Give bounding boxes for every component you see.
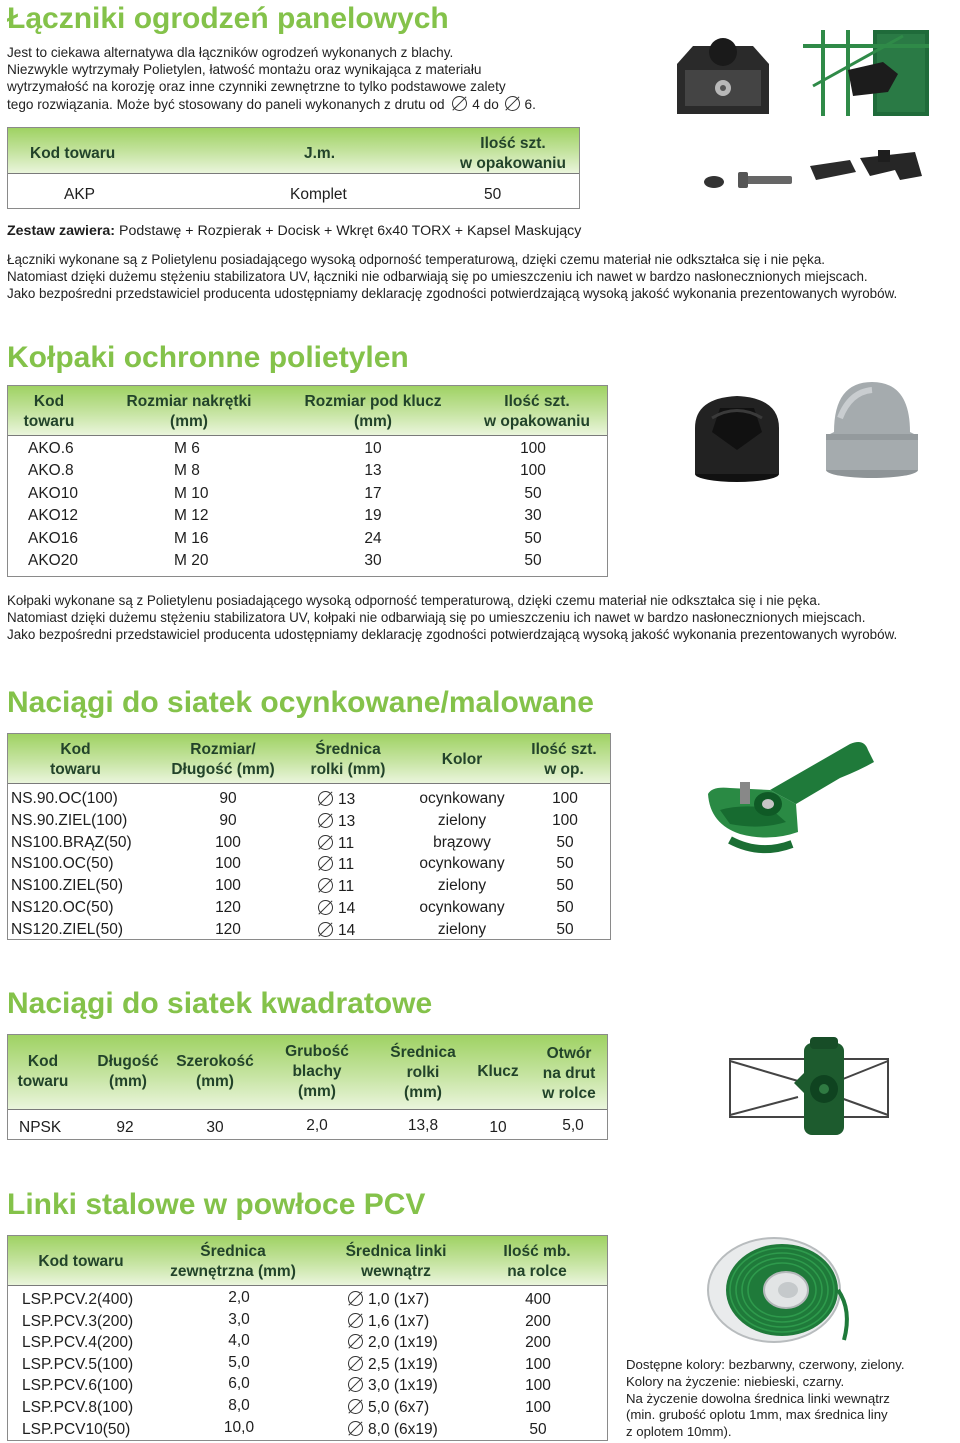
diameter-icon [348, 1421, 363, 1436]
cell-qty: 100 [525, 1355, 551, 1373]
cell-code: NS100.OC(50) [11, 855, 114, 873]
caps-table [7, 385, 608, 577]
cell-inner-diameter-value: 5,0 (6x7) [368, 1399, 430, 1416]
col-header-qty [474, 392, 600, 432]
connector-parts-illustration [700, 146, 930, 196]
col-header-thickness [272, 1042, 362, 1102]
cell-nut-size: M 6 [174, 440, 200, 457]
col-header-length [88, 1052, 168, 1092]
col-header-code-line: Kod [60, 741, 91, 758]
intro-line: Jest to ciekawa alternatywa dla łączników ogrodzeń wykonanych z blachy. [7, 45, 454, 60]
cell-outer-diameter: 6,0 [228, 1375, 250, 1393]
cell-code: AKO16 [28, 529, 78, 547]
cell-color: ocynkowany [419, 855, 505, 873]
cell-nut-size: M 16 [174, 529, 209, 547]
cell-color: zielony [437, 920, 487, 938]
col-header-qty [448, 134, 578, 174]
cell-nut-size: M 12 [174, 507, 209, 525]
cell-color: zielony [437, 877, 487, 895]
cell-key-size: 19 [364, 507, 382, 525]
cell-outer-diameter: 8,0 [228, 1397, 250, 1414]
cell-roll-diameter-value: 11 [338, 856, 355, 874]
col-header-nut-line: (mm) [170, 413, 208, 430]
note-line: Łączniki wykonane są z Polietylenu posiadającego wysoką odporność temperaturową, dzięki czemu materiał nie odkształca się i nie pęka. [7, 252, 826, 267]
table-header [8, 734, 610, 784]
cell-qty: 100 [520, 440, 546, 457]
col-header-qty-line: na rolce [507, 1263, 567, 1280]
cell-qty: 400 [525, 1291, 551, 1308]
panel-connector-image [673, 26, 933, 122]
cell-qty: 50 [556, 920, 574, 938]
cell-inner-diameter [348, 1311, 478, 1333]
diameter-icon [348, 1334, 363, 1349]
cell-length: 92 [116, 1119, 134, 1136]
cell-roll-diameter-value: 11 [338, 878, 355, 896]
col-header-code-line: towaru [23, 413, 75, 430]
cell-color: brązowy [433, 833, 491, 851]
note-line: z oplotem 10mm). [626, 1424, 732, 1440]
cell-code: LSP.PCV.3(200) [22, 1312, 134, 1330]
protective-caps-image [690, 378, 930, 488]
intro-to: 6. [524, 96, 536, 112]
cell-key-size: 24 [364, 529, 382, 547]
cell-inner-diameter-value: 1,0 (1x7) [368, 1291, 430, 1308]
cell-width: 30 [206, 1119, 224, 1136]
connector-parts-image [700, 146, 930, 196]
cell-nut-size: M 20 [174, 552, 209, 569]
col-header-qty-line: Ilość szt. [504, 393, 570, 410]
cell-qty: 50 [556, 899, 574, 916]
cell-qty: 30 [524, 507, 542, 525]
cell-length: 90 [219, 790, 237, 807]
cell-code: NS100.BRĄZ(50) [11, 833, 132, 851]
col-header-hole-line: w rolce [542, 1085, 596, 1102]
note-line: Natomiast dzięki dużemu stężeniu stabilizatora UV, łączniki nie odbarwiają się po umieszczeniu ich nawet w bardzo nasłonecznionych miejscach. [7, 269, 868, 284]
note-line: Kołpaki wykonane są z Polietylenu posiadającego wysoką odporność temperaturową, dzięki czemu materiał nie odkształca się i nie pęka. [7, 593, 821, 608]
col-header-code [28, 740, 123, 780]
section-title-caps: Kołpaki ochronne polietylen [7, 341, 409, 374]
col-header-key: Klucz [477, 1063, 519, 1080]
cell-inner-diameter [348, 1397, 478, 1419]
cell-key-size: 10 [364, 440, 382, 457]
cell-code: AKO12 [28, 507, 78, 525]
col-header-thickness-line: (mm) [298, 1083, 336, 1100]
wire-tensioner-illustration [700, 730, 900, 860]
set-contents-label: Zestaw zawiera: [7, 223, 116, 239]
col-header-length-line: Długość [97, 1053, 159, 1070]
cell-code: NS.90.OC(100) [11, 790, 118, 807]
table-header [8, 1035, 607, 1110]
diameter-icon [318, 791, 333, 806]
col-header-thickness-line: Grubość [285, 1043, 349, 1060]
col-header-length-line: (mm) [109, 1073, 147, 1090]
cell-length: 100 [215, 855, 241, 873]
cell-length: 120 [215, 899, 241, 916]
cell-key-size: 17 [364, 484, 382, 502]
cell-roll-diameter [318, 920, 398, 942]
section-title-steel-lines: Linki stalowe w powłoce PCV [7, 1188, 426, 1221]
cell-hole: 5,0 [562, 1117, 584, 1134]
cell-code: NS120.OC(50) [11, 899, 114, 916]
col-header-key-line: Rozmiar pod klucz [304, 393, 442, 410]
diameter-icon [318, 813, 333, 828]
col-header-qty-line: w op. [544, 761, 584, 778]
cell-roll-diameter-value: 14 [338, 900, 356, 917]
steel-lines-notes [626, 1357, 956, 1441]
cell-roll-diameter [318, 854, 398, 876]
col-header-qty-line: w opakowaniu [484, 413, 590, 430]
col-header-outer-diameter-line: zewnętrzna (mm) [170, 1263, 296, 1280]
col-header-key [288, 392, 458, 432]
table-header [8, 1236, 607, 1286]
cell-code: NS120.ZIEL(50) [11, 920, 123, 938]
square-tensioners-table [7, 1034, 608, 1140]
col-header-outer-diameter-line: Średnica [200, 1243, 266, 1260]
cell-qty: 50 [524, 484, 542, 502]
col-header-nut [114, 392, 264, 432]
cell-nut-size: M 8 [174, 462, 200, 480]
col-header-hole [532, 1044, 606, 1104]
col-header-code-line: towaru [17, 1073, 69, 1090]
cell-inner-diameter-value: 3,0 (1x19) [368, 1377, 438, 1395]
cell-code: AKO10 [28, 484, 78, 502]
cell-qty: 100 [525, 1377, 551, 1395]
panel-connector-illustration [673, 26, 933, 122]
cell-outer-diameter: 2,0 [228, 1289, 250, 1306]
col-header-inner-diameter-line: wewnątrz [361, 1263, 431, 1280]
section-title-square-tensioners: Naciągi do siatek kwadratowe [7, 987, 433, 1020]
note-line: Jako bezpośredni przedstawiciel producenta udostępniamy deklarację zgodności potwierdzającą wysoką jakość wykonania prezentowanych wyrobów. [7, 286, 898, 301]
note-line: Dostępne kolory: bezbarwny, czerwony, zielony. [626, 1357, 905, 1372]
col-header-size [158, 740, 288, 780]
connectors-intro [7, 44, 647, 113]
cell-color: zielony [437, 811, 487, 829]
col-header-unit: J.m. [304, 145, 336, 162]
note-line: (min. grubość oplotu 1mm, max średnica liny [626, 1407, 888, 1423]
cell-code: NPSK [19, 1119, 62, 1136]
cell-qty: 50 [556, 877, 574, 895]
col-header-width-line: Szerokość [176, 1053, 254, 1070]
col-header-qty-line: Ilość mb. [503, 1243, 571, 1260]
col-header-size-line: Długość (mm) [171, 761, 275, 778]
col-header-hole-line: Otwór [546, 1045, 592, 1062]
cell-qty: 100 [552, 790, 578, 807]
cell-roll-diameter [318, 789, 398, 811]
cell-length: 90 [219, 811, 237, 829]
cell-code: LSP.PCV.5(100) [22, 1355, 134, 1373]
col-header-qty-line: Ilość szt. [480, 135, 546, 152]
cell-qty: 200 [525, 1312, 551, 1330]
col-header-qty-line: w opakowaniu [460, 155, 566, 172]
cell-code: NS.90.ZIEL(100) [11, 811, 128, 829]
square-tensioner-illustration [728, 1033, 890, 1145]
intro-text: tego rozwiązania. Może być stosowany do paneli wykonanych z drutu od [7, 96, 445, 112]
col-header-code: Kod towaru [38, 1253, 124, 1270]
diameter-icon [318, 922, 333, 937]
col-header-code [8, 1052, 78, 1092]
intro-line [7, 96, 647, 113]
cell-nut-size: M 10 [174, 484, 209, 502]
cell-code: LSP.PCV.4(200) [22, 1334, 134, 1352]
col-header-inner-diameter [328, 1242, 464, 1282]
cell-qty: 50 [556, 833, 574, 851]
col-header-qty [490, 1242, 584, 1282]
cell-key-size: 30 [364, 552, 382, 569]
cell-inner-diameter [348, 1419, 478, 1441]
cell-code: LSP.PCV.2(400) [22, 1291, 134, 1308]
note-line: Natomiast dzięki dużemu stężeniu stabilizatora UV, kołpaki nie odbarwiają się po umieszczeniu ich nawet w bardzo nasłonecznionych miejscach. [7, 610, 866, 625]
cell-code: AKO20 [28, 552, 78, 569]
cell-qty: 100 [525, 1399, 551, 1416]
col-header-color: Kolor [441, 751, 483, 768]
col-header-qty-line: Ilość szt. [531, 741, 597, 758]
connectors-notes [7, 251, 957, 302]
cell-length: 120 [215, 920, 241, 938]
cell-qty: 50 [524, 529, 542, 547]
cell-roll-diameter [318, 876, 398, 898]
diameter-icon [318, 856, 333, 871]
col-header-outer-diameter [158, 1242, 308, 1282]
col-header-diameter-line: Średnica [315, 741, 381, 758]
cell-length: 100 [215, 833, 241, 851]
cell-code: AKP [64, 186, 96, 203]
diameter-icon [505, 96, 520, 111]
cell-thickness: 2,0 [306, 1117, 328, 1134]
col-header-roll-diameter-line: (mm) [404, 1084, 442, 1101]
cell-code: NS100.ZIEL(50) [11, 877, 123, 895]
cell-qty: 50 [529, 1420, 547, 1438]
table-header [8, 386, 607, 436]
cell-outer-diameter: 10,0 [223, 1418, 255, 1436]
col-header-hole-line: na drut [542, 1065, 596, 1082]
protective-caps-illustration [690, 378, 930, 488]
col-header-roll-diameter-line: rolki [406, 1064, 440, 1081]
intro-line: Niezwykle wytrzymały Polietylen, łatwość montażu oraz wynikająca z materiału [7, 62, 482, 78]
tensioners-table [7, 733, 611, 940]
cell-code: AKO.8 [28, 462, 74, 480]
square-tensioner-image [728, 1033, 890, 1145]
cell-inner-diameter [348, 1354, 478, 1376]
cell-qty: 200 [525, 1334, 551, 1352]
cell-inner-diameter [348, 1289, 478, 1311]
caps-notes [7, 592, 957, 643]
cell-code: LSP.PCV10(50) [22, 1420, 131, 1438]
col-header-code-line: Kod [33, 393, 65, 410]
intro-line: wytrzymałość na korozję oraz inne czynniki zewnętrzne to tylko podstawowe zalety [7, 79, 506, 95]
col-header-qty [518, 740, 610, 780]
diameter-icon [452, 96, 467, 111]
cell-key-size: 13 [364, 462, 382, 480]
table-header [8, 128, 579, 174]
intro-from: 4 do [472, 96, 499, 112]
cell-roll-diameter [318, 811, 398, 833]
cell-roll-diameter [318, 833, 398, 855]
cell-color: ocynkowany [419, 790, 505, 807]
col-header-diameter-line: rolki (mm) [310, 761, 386, 778]
diameter-icon [348, 1291, 363, 1306]
diameter-icon [318, 835, 333, 850]
col-header-roll-diameter [378, 1043, 468, 1103]
diameter-icon [318, 878, 333, 893]
pvc-steel-line-spool-image [702, 1230, 862, 1350]
section-title-connectors: Łączniki ogrodzeń panelowych [7, 2, 449, 35]
cell-unit: Komplet [290, 186, 347, 203]
cell-roll-diameter-value: 11 [338, 834, 355, 852]
note-line: Na życzenie dowolna średnica linki wewnątrz [626, 1390, 890, 1406]
note-line: Jako bezpośredni przedstawiciel producenta udostępniamy deklarację zgodności potwierdzającą wysoką jakość wykonania prezentowanych wyrobów. [7, 627, 898, 642]
cell-color: ocynkowany [419, 899, 505, 916]
diameter-icon [348, 1377, 363, 1392]
col-header-code-line: Kod [27, 1053, 59, 1070]
set-contents [7, 222, 581, 240]
cell-length: 100 [215, 877, 241, 895]
col-header-code [14, 392, 84, 432]
diameter-icon [318, 900, 333, 915]
col-header-size-line: Rozmiar/ [190, 741, 256, 758]
cell-qty: 50 [484, 186, 502, 203]
cell-roll-diameter: 13,8 [407, 1117, 439, 1134]
note-line: Kolory na życzenie: niebieski, czarny. [626, 1373, 845, 1389]
diameter-icon [348, 1313, 363, 1328]
col-header-roll-diameter-line: Średnica [390, 1044, 456, 1061]
col-header-code-line: towaru [50, 761, 101, 778]
cell-outer-diameter: 4,0 [228, 1332, 250, 1350]
cell-inner-diameter-value: 2,5 (1x19) [368, 1355, 438, 1373]
steel-lines-table [7, 1235, 608, 1441]
col-header-inner-diameter-line: Średnica linki [345, 1243, 447, 1260]
col-header-code: Kod towaru [30, 145, 116, 162]
cell-qty: 100 [520, 462, 546, 480]
cell-roll-diameter-value: 13 [338, 791, 356, 808]
cell-roll-diameter-value: 13 [338, 812, 356, 830]
diameter-icon [348, 1399, 363, 1414]
cell-roll-diameter [318, 898, 398, 920]
cell-code: LSP.PCV.6(100) [22, 1377, 134, 1395]
spool-illustration [702, 1230, 862, 1350]
cell-code: AKO.6 [28, 440, 74, 457]
col-header-thickness-line: blachy [292, 1063, 342, 1080]
cell-inner-diameter-value: 1,6 (1x7) [368, 1312, 430, 1330]
cell-qty: 100 [552, 811, 578, 829]
connectors-table [7, 127, 580, 209]
col-header-width [170, 1052, 260, 1092]
col-header-diameter [298, 740, 398, 780]
cell-code: LSP.PCV.8(100) [22, 1399, 134, 1416]
set-contents-text: Podstawę + Rozpierak + Docisk + Wkręt 6x40 TORX + Kapsel Maskujący [118, 223, 582, 239]
col-header-key-line: (mm) [354, 413, 392, 430]
cell-key: 10 [489, 1119, 507, 1136]
col-header-nut-line: Rozmiar nakrętki [126, 393, 252, 410]
cell-inner-diameter-value: 2,0 (1x19) [368, 1334, 438, 1352]
section-title-tensioners: Naciągi do siatek ocynkowane/malowane [7, 686, 594, 719]
cell-qty: 50 [556, 855, 574, 873]
cell-inner-diameter [348, 1375, 478, 1397]
cell-inner-diameter-value: 8,0 (6x19) [368, 1420, 438, 1438]
cell-qty: 50 [524, 552, 542, 569]
cell-roll-diameter-value: 14 [338, 921, 356, 939]
wire-tensioner-image [700, 730, 900, 860]
cell-inner-diameter [348, 1332, 478, 1354]
col-header-width-line: (mm) [196, 1073, 234, 1090]
cell-outer-diameter: 3,0 [228, 1310, 250, 1328]
cell-outer-diameter: 5,0 [228, 1353, 250, 1371]
diameter-icon [348, 1356, 363, 1371]
